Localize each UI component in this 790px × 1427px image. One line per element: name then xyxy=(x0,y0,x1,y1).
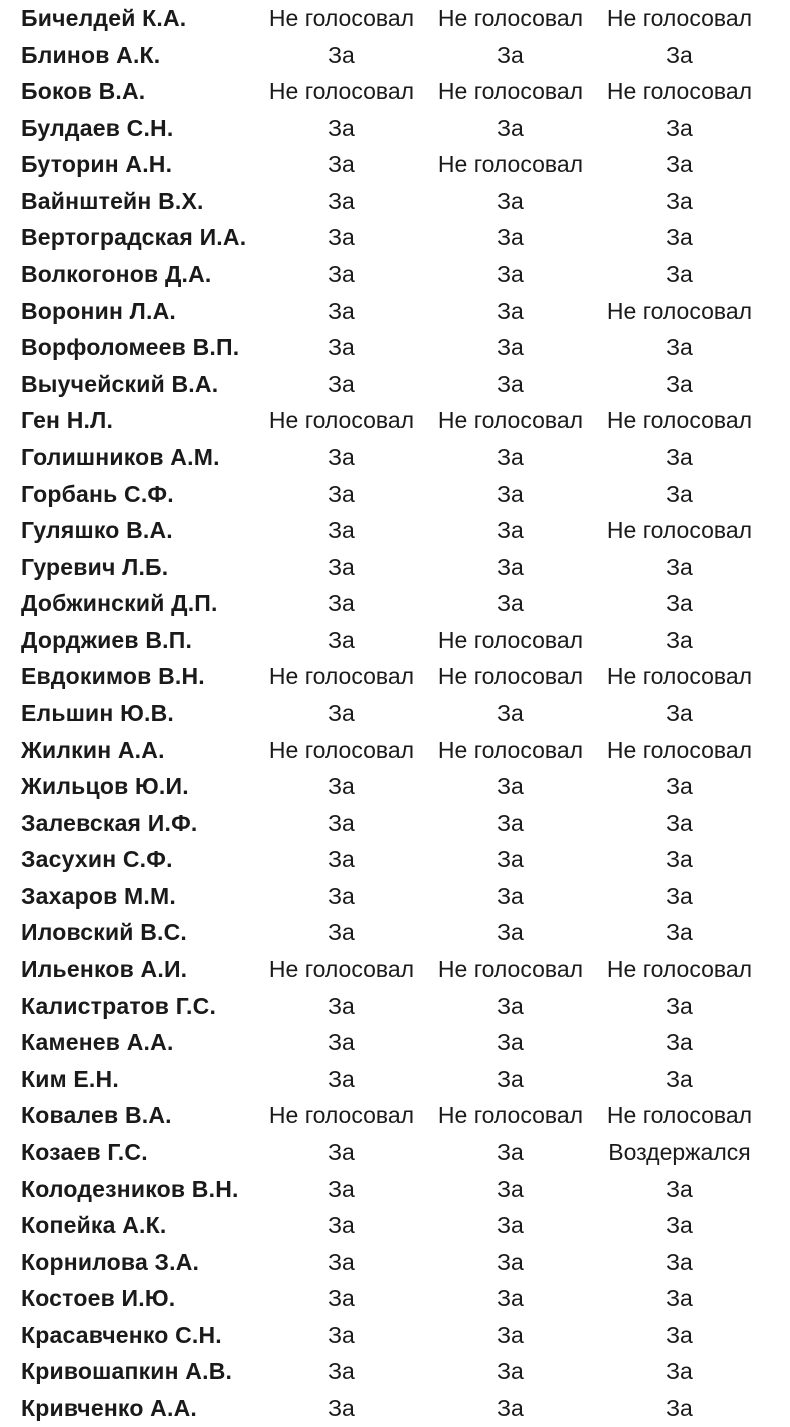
vote-cell-2: За xyxy=(497,261,524,288)
table-row xyxy=(21,1390,764,1427)
table-row xyxy=(21,1097,764,1134)
deputy-name: Блинов А.К. xyxy=(21,41,161,68)
vote-cell-2: За xyxy=(497,590,524,617)
deputy-name: Горбань С.Ф. xyxy=(21,480,174,507)
vote-cell-3: За xyxy=(666,480,693,507)
deputy-name: Евдокимов В.Н. xyxy=(21,663,205,690)
vote-cell-2: Не голосовал xyxy=(437,1102,584,1129)
vote-cell-2: За xyxy=(497,1248,524,1275)
vote-cell-3: За xyxy=(666,1212,693,1239)
vote-cell-3: За xyxy=(666,443,693,470)
vote-cell-2: За xyxy=(497,1358,524,1385)
vote-cell-2: За xyxy=(497,1175,524,1202)
vote-cell-1: За xyxy=(328,1175,355,1202)
table-row xyxy=(21,1317,764,1354)
vote-cell-2: За xyxy=(497,846,524,873)
vote-cell-3: За xyxy=(666,41,693,68)
vote-cell-3: За xyxy=(666,1065,693,1092)
table-row xyxy=(21,293,764,330)
table-row xyxy=(21,1207,764,1244)
vote-cell-3: За xyxy=(666,626,693,653)
deputy-name: Захаров М.М. xyxy=(21,882,176,909)
vote-cell-2: За xyxy=(497,443,524,470)
vote-cell-2: За xyxy=(497,1321,524,1348)
table-row xyxy=(21,366,764,403)
vote-cell-3: Не голосовал xyxy=(606,1102,753,1129)
vote-cell-1: Не голосовал xyxy=(268,663,415,690)
vote-cell-1: За xyxy=(328,517,355,544)
vote-cell-2: За xyxy=(497,1285,524,1312)
vote-cell-1: Не голосовал xyxy=(268,736,415,763)
deputy-name: Козаев Г.С. xyxy=(21,1138,148,1165)
table-row xyxy=(21,146,764,183)
vote-cell-1: За xyxy=(328,224,355,251)
deputy-name: Голишников А.М. xyxy=(21,443,220,470)
vote-cell-1: За xyxy=(328,1394,355,1421)
deputy-name: Кривошапкин А.В. xyxy=(21,1358,233,1385)
vote-cell-2: За xyxy=(497,41,524,68)
vote-cell-3: За xyxy=(666,699,693,726)
vote-cell-1: За xyxy=(328,261,355,288)
table-row xyxy=(21,256,764,293)
deputy-name: Жильцов Ю.И. xyxy=(21,773,189,800)
table-row xyxy=(21,1134,764,1171)
table-row xyxy=(21,549,764,586)
table-row xyxy=(21,805,764,842)
vote-cell-1: За xyxy=(328,370,355,397)
vote-cell-1: За xyxy=(328,809,355,836)
vote-cell-2: За xyxy=(497,517,524,544)
vote-cell-2: Не голосовал xyxy=(437,5,584,31)
vote-cell-3: Не голосовал xyxy=(606,78,753,105)
deputy-name: Кривченко А.А. xyxy=(21,1394,197,1421)
table-row xyxy=(21,988,764,1025)
table-row xyxy=(21,1353,764,1390)
vote-cell-1: За xyxy=(328,1065,355,1092)
table-row xyxy=(21,914,764,951)
table-row xyxy=(21,1024,764,1061)
vote-cell-1: За xyxy=(328,919,355,946)
deputy-name: Жилкин А.А. xyxy=(21,736,165,763)
deputy-name: Боков В.А. xyxy=(21,78,146,105)
vote-cell-2: За xyxy=(497,480,524,507)
table-row xyxy=(21,0,764,37)
vote-cell-1: За xyxy=(328,1212,355,1239)
vote-cell-2: За xyxy=(497,773,524,800)
table-row xyxy=(21,1280,764,1317)
vote-cell-2: Не голосовал xyxy=(437,407,584,434)
vote-cell-2: За xyxy=(497,187,524,214)
vote-cell-1: За xyxy=(328,1248,355,1275)
deputy-name: Дорджиев В.П. xyxy=(21,626,193,653)
deputy-name: Бичелдей К.А. xyxy=(21,5,187,31)
vote-cell-3: За xyxy=(666,151,693,178)
vote-cell-1: За xyxy=(328,114,355,141)
table-row xyxy=(21,476,764,513)
vote-cell-2: За xyxy=(497,114,524,141)
vote-cell-2: За xyxy=(497,224,524,251)
deputy-name: Копейка А.К. xyxy=(21,1212,167,1239)
vote-cell-1: За xyxy=(328,882,355,909)
deputy-name: Залевская И.Ф. xyxy=(21,809,198,836)
deputy-name: Гуревич Л.Б. xyxy=(21,553,169,580)
vote-cell-3: Не голосовал xyxy=(606,407,753,434)
table-row xyxy=(21,732,764,769)
vote-cell-2: За xyxy=(497,370,524,397)
vote-cell-1: За xyxy=(328,1321,355,1348)
vote-cell-2: За xyxy=(497,919,524,946)
vote-cell-1: За xyxy=(328,590,355,617)
vote-cell-3: За xyxy=(666,919,693,946)
vote-cell-1: За xyxy=(328,1029,355,1056)
vote-cell-2: За xyxy=(497,1212,524,1239)
vote-cell-3: Не голосовал xyxy=(606,5,753,31)
table-row xyxy=(21,1244,764,1281)
table-row xyxy=(21,512,764,549)
deputy-name: Засухин С.Ф. xyxy=(21,846,173,873)
vote-cell-2: За xyxy=(497,809,524,836)
deputy-name: Добжинский Д.П. xyxy=(21,590,218,617)
vote-cell-3: За xyxy=(666,187,693,214)
vote-cell-1: За xyxy=(328,699,355,726)
deputy-name: Вайнштейн В.Х. xyxy=(21,187,204,214)
vote-cell-2: Не голосовал xyxy=(437,663,584,690)
vote-cell-2: За xyxy=(497,1065,524,1092)
vote-cell-3: Не голосовал xyxy=(606,517,753,544)
vote-cell-3: За xyxy=(666,334,693,361)
vote-cell-3: За xyxy=(666,773,693,800)
vote-cell-1: За xyxy=(328,1138,355,1165)
vote-cell-1: За xyxy=(328,480,355,507)
vote-cell-3: За xyxy=(666,1358,693,1385)
vote-cell-1: За xyxy=(328,187,355,214)
vote-cell-2: За xyxy=(497,1394,524,1421)
vote-cell-3: За xyxy=(666,114,693,141)
table-row xyxy=(21,841,764,878)
vote-cell-1: Не голосовал xyxy=(268,5,415,31)
deputy-name: Колодезников В.Н. xyxy=(21,1175,239,1202)
vote-cell-3: За xyxy=(666,1394,693,1421)
table-row xyxy=(21,37,764,74)
table-row xyxy=(21,1171,764,1208)
vote-cell-1: За xyxy=(328,773,355,800)
vote-cell-2: За xyxy=(497,1029,524,1056)
vote-cell-1: За xyxy=(328,553,355,580)
deputy-name: Буторин А.Н. xyxy=(21,151,173,178)
vote-cell-2: За xyxy=(497,297,524,324)
table-row xyxy=(21,622,764,659)
vote-cell-3: Не голосовал xyxy=(606,297,753,324)
vote-cell-3: Не голосовал xyxy=(606,956,753,983)
table-row xyxy=(21,585,764,622)
deputy-name: Выучейский В.А. xyxy=(21,370,219,397)
deputy-name: Воронин Л.А. xyxy=(21,297,176,324)
table-row xyxy=(21,768,764,805)
deputy-name: Булдаев С.Н. xyxy=(21,114,174,141)
deputy-name: Гуляшко В.А. xyxy=(21,517,173,544)
table-row xyxy=(21,1061,764,1098)
vote-cell-3: За xyxy=(666,370,693,397)
vote-cell-2: За xyxy=(497,699,524,726)
vote-cell-3: Воздержался xyxy=(608,1138,751,1165)
vote-cell-3: За xyxy=(666,809,693,836)
vote-cell-1: За xyxy=(328,151,355,178)
vote-cell-1: За xyxy=(328,992,355,1019)
deputy-name: Вертоградская И.А. xyxy=(21,224,247,251)
deputy-name: Ковалев В.А. xyxy=(21,1102,172,1129)
table-row xyxy=(21,951,764,988)
vote-cell-3: Не голосовал xyxy=(606,663,753,690)
vote-cell-1: За xyxy=(328,1285,355,1312)
table-row xyxy=(21,402,764,439)
table-row xyxy=(21,658,764,695)
vote-cell-3: За xyxy=(666,846,693,873)
deputy-name: Каменев А.А. xyxy=(21,1029,174,1056)
vote-cell-2: Не голосовал xyxy=(437,736,584,763)
deputy-name: Ким Е.Н. xyxy=(21,1065,119,1092)
vote-cell-2: За xyxy=(497,553,524,580)
vote-cell-3: За xyxy=(666,1029,693,1056)
vote-cell-3: За xyxy=(666,261,693,288)
vote-cell-2: Не голосовал xyxy=(437,626,584,653)
vote-cell-2: Не голосовал xyxy=(437,151,584,178)
table-row xyxy=(21,695,764,732)
deputy-name: Ельшин Ю.В. xyxy=(21,699,174,726)
vote-cell-2: За xyxy=(497,334,524,361)
vote-cell-3: Не голосовал xyxy=(606,736,753,763)
vote-cell-2: Не голосовал xyxy=(437,78,584,105)
vote-cell-3: За xyxy=(666,1285,693,1312)
vote-cell-3: За xyxy=(666,553,693,580)
deputy-name: Волкогонов Д.А. xyxy=(21,261,212,288)
table-row xyxy=(21,73,764,110)
vote-cell-2: За xyxy=(497,992,524,1019)
vote-cell-3: За xyxy=(666,590,693,617)
vote-cell-1: Не голосовал xyxy=(268,1102,415,1129)
deputy-name: Красавченко С.Н. xyxy=(21,1321,222,1348)
vote-cell-1: Не голосовал xyxy=(268,78,415,105)
deputy-name: Калистратов Г.С. xyxy=(21,992,217,1019)
vote-cell-1: За xyxy=(328,626,355,653)
table-row xyxy=(21,110,764,147)
deputy-name: Корнилова З.А. xyxy=(21,1248,200,1275)
deputy-name: Ильенков А.И. xyxy=(21,956,188,983)
vote-cell-1: За xyxy=(328,1358,355,1385)
vote-cell-1: Не голосовал xyxy=(268,407,415,434)
vote-cell-1: За xyxy=(328,334,355,361)
deputy-name: Ворфоломеев В.П. xyxy=(21,334,240,361)
vote-cell-3: За xyxy=(666,1175,693,1202)
vote-cell-1: Не голосовал xyxy=(268,956,415,983)
vote-cell-1: За xyxy=(328,846,355,873)
vote-cell-3: За xyxy=(666,882,693,909)
vote-cell-1: За xyxy=(328,41,355,68)
deputy-name: Иловский В.С. xyxy=(21,919,188,946)
vote-cell-3: За xyxy=(666,1248,693,1275)
vote-cell-2: Не голосовал xyxy=(437,956,584,983)
table-row xyxy=(21,183,764,220)
deputy-name: Ген Н.Л. xyxy=(21,407,114,434)
table-row xyxy=(21,878,764,915)
vote-cell-3: За xyxy=(666,1321,693,1348)
vote-cell-3: За xyxy=(666,224,693,251)
vote-cell-1: За xyxy=(328,443,355,470)
vote-cell-2: За xyxy=(497,1138,524,1165)
table-row xyxy=(21,439,764,476)
vote-cell-1: За xyxy=(328,297,355,324)
vote-cell-3: За xyxy=(666,992,693,1019)
deputy-name: Костоев И.Ю. xyxy=(21,1285,176,1312)
table-row xyxy=(21,219,764,256)
vote-cell-2: За xyxy=(497,882,524,909)
table-row xyxy=(21,329,764,366)
